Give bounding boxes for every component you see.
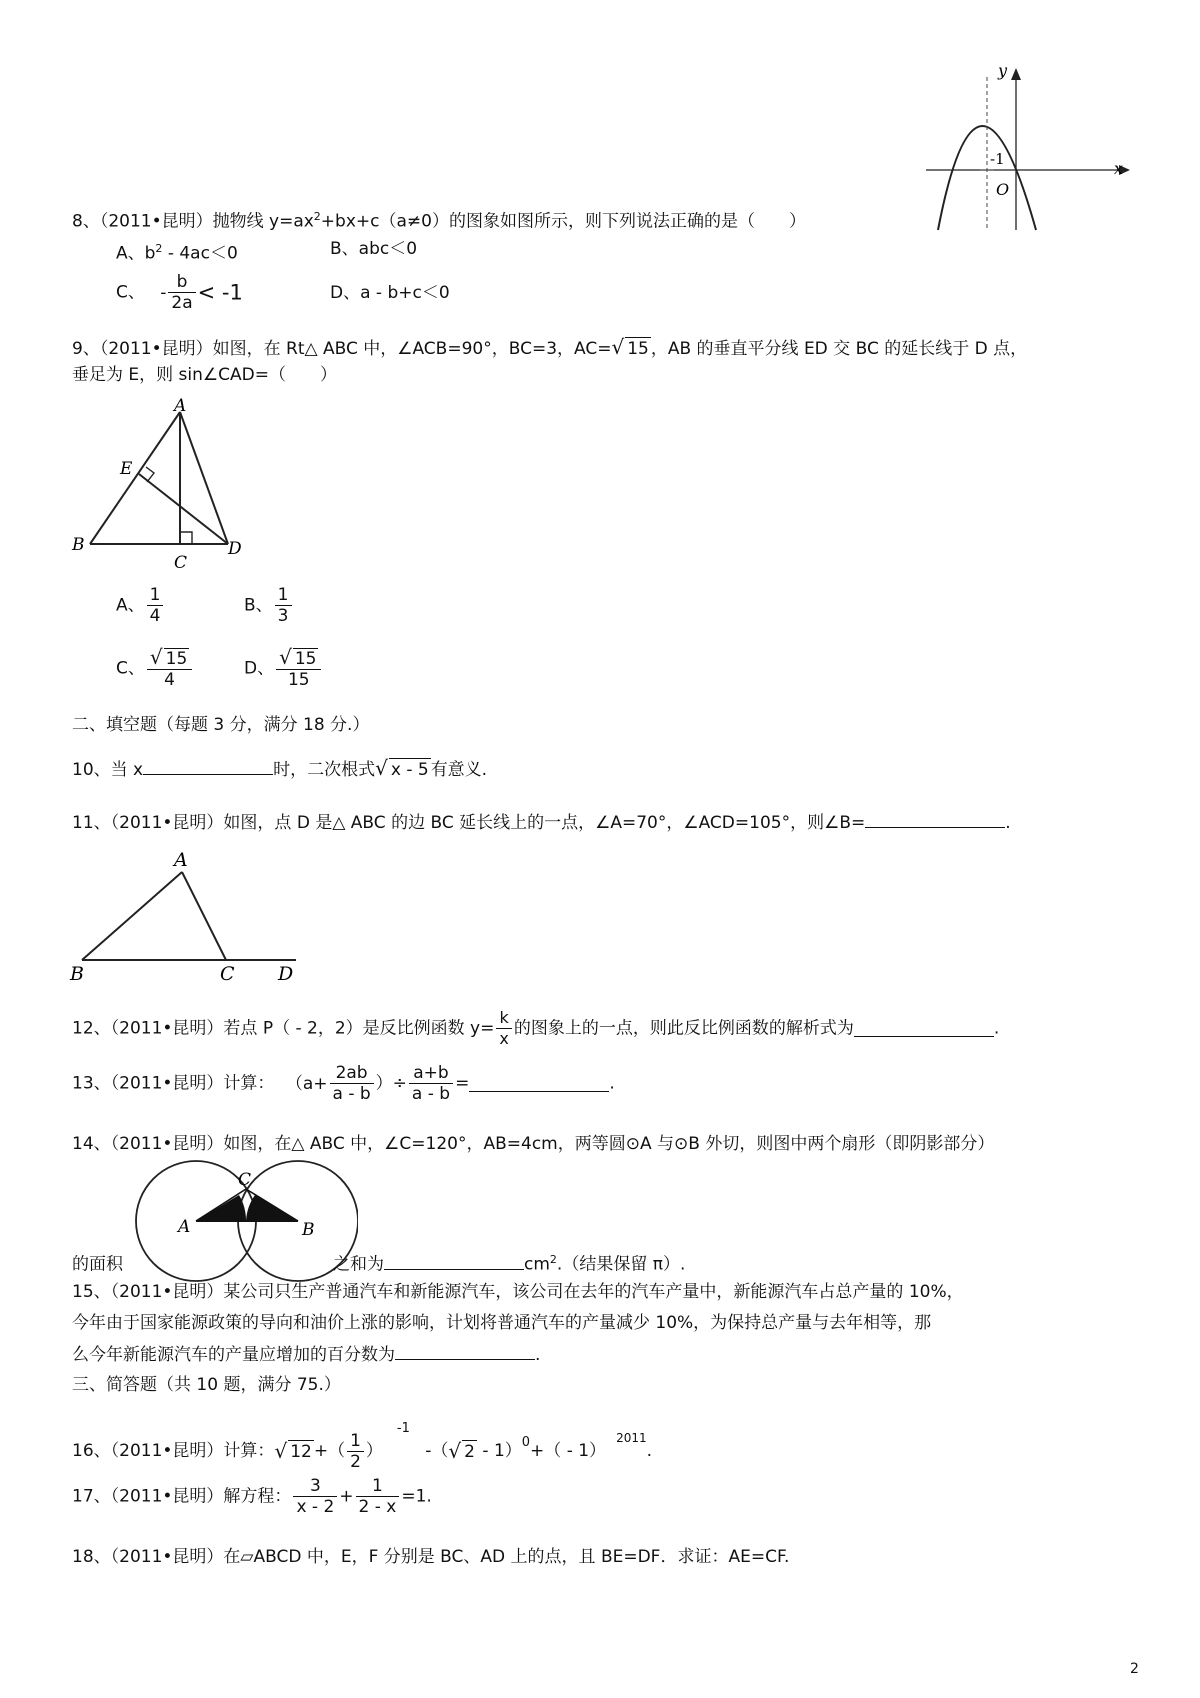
q8-stem: 8、（2011•昆明）抛物线 $y=ax^2+bx+c(a\ne 0)$的图象如图所示，则下列说法正确的是（ ） [72,210,806,232]
q17-stem: 17、（2011•昆明）解方程： $\frac{3}{x - 2}$ + $\frac{1}{2 - x}$ =1. [72,1476,432,1517]
q8-fig-y-label: y [998,62,1008,80]
q8-option-d: D、a - b+c＜0 [330,283,450,303]
q13-stem: 13、（2011•昆明）计算： （a+ $\frac{2ab}{a - b}$ ）÷ $\frac{a+b}{a - b}$ = . [72,1063,615,1104]
q9-option-b: B、 $\frac{1}{3}$ [244,585,294,626]
q11-fig-label-b: B [70,963,84,982]
q9-stem-line1: 9、（2011•昆明）如图，在 Rt△ ABC 中，∠ACB=90°，BC=3，AC=√ 15 ，AB 的垂直平分线 ED 交 BC 的延长线于 D 点， [72,335,1028,359]
q9-triangle-figure [68,398,258,574]
q9-fig-label-d: D [228,539,242,559]
q12-stem: 12、（2011•昆明）若点 P（ - 2，2）是反比例函数 y= $\frac{k}{x}$ 的图象上的一点，则此反比例函数的解析式为 . [72,1008,1000,1048]
q14-answer-blank[interactable] [384,1253,524,1270]
q8-option-a: A、$b^2 - 4ac<0$ [116,242,238,264]
q14-fig-label-a: A [178,1217,191,1237]
q9-fig-label-a: A [174,398,187,416]
q11-stem: 11、（2011•昆明）如图，点 D 是△ ABC 的边 BC 延长线上的一点，∠A=70°，∠ACD=105°，则∠B= . [72,813,1011,833]
q14-fig-label-b: B [302,1220,315,1240]
q9-fig-label-c: C [174,553,188,573]
q14-stem-line2: 的面积 之和为 $cm^2$.（结果保留 π）. [72,1253,686,1275]
q9-fig-label-b: B [72,535,85,555]
q18-stem: 18、（2011•昆明）在▱ABCD 中，E，F 分别是 BC、AD 上的点，且 BE=DF．求证：AE=CF. [72,1547,790,1567]
q11-fig-label-c: C [220,963,235,982]
q15-line1: 15、（2011•昆明）某公司只生产普通汽车和新能源汽车，该公司在去年的汽车产量中，新能源汽车占总产量的 10%， [72,1282,964,1302]
q11-answer-blank[interactable] [865,811,1005,828]
q9-option-d: D、 $\frac{√ 15}{15}$ [244,647,323,690]
q9-fig-label-e: E [120,459,133,479]
q13-answer-blank[interactable] [469,1075,609,1092]
section-2-heading: 二、填空题（每题 3 分，满分 18 分.） [72,715,370,735]
q8-option-b: B、abc＜0 [330,239,418,259]
q15-line3: 么今年新能源汽车的产量应增加的百分数为 . [72,1345,541,1365]
q9-option-c: C、 $\frac{√ 15}{4}$ [116,647,194,690]
q14-stem-line1: 14、（2011•昆明）如图，在△ ABC 中，∠C=120°，AB=4cm，两等圆⊙A 与⊙B 外切，则图中两个扇形（即阴影部分） [72,1134,995,1154]
q14-fig-label-c: C [238,1170,252,1190]
q8-parabola-figure [918,62,1136,232]
q11-fig-label-a: A [174,849,188,871]
q9-option-a: A、 $\frac{1}{4}$ [116,585,165,626]
q15-answer-blank[interactable] [395,1343,535,1360]
section-3-heading: 三、简答题（共 10 题，满分 75.） [72,1375,341,1395]
q8-fig-origin: O [996,180,1010,199]
q10: 10、当 x 时，二次根式√ x - 5 有意义. [72,756,488,780]
q16-stem: 16、（2011•昆明）计算：√ 12 +（ $\frac{1}{2}$ ）$^{-1}$ -（√ 2 - 1）$^0$+（ - 1）$^{2011}$. [72,1421,653,1472]
q8-fig-minus1: -1 [990,150,1005,168]
q15-line2: 今年由于国家能源政策的导向和油价上涨的影响，计划将普通汽车的产量减少 10%，为保持总产量与去年相等，那 [72,1313,932,1333]
q12-answer-blank[interactable] [854,1020,994,1037]
q11-fig-label-d: D [278,963,294,982]
page-number: 2 [1130,1661,1139,1677]
q8-option-c: C、 - $\frac{b}{2a}$ < -1 [116,272,243,313]
q11-triangle-figure [68,844,308,982]
q10-answer-blank[interactable] [143,758,273,775]
q9-stem-line2: 垂足为 E，则 sin∠CAD=（ ） [72,365,337,385]
q8-fig-x-label: x [1114,159,1124,178]
